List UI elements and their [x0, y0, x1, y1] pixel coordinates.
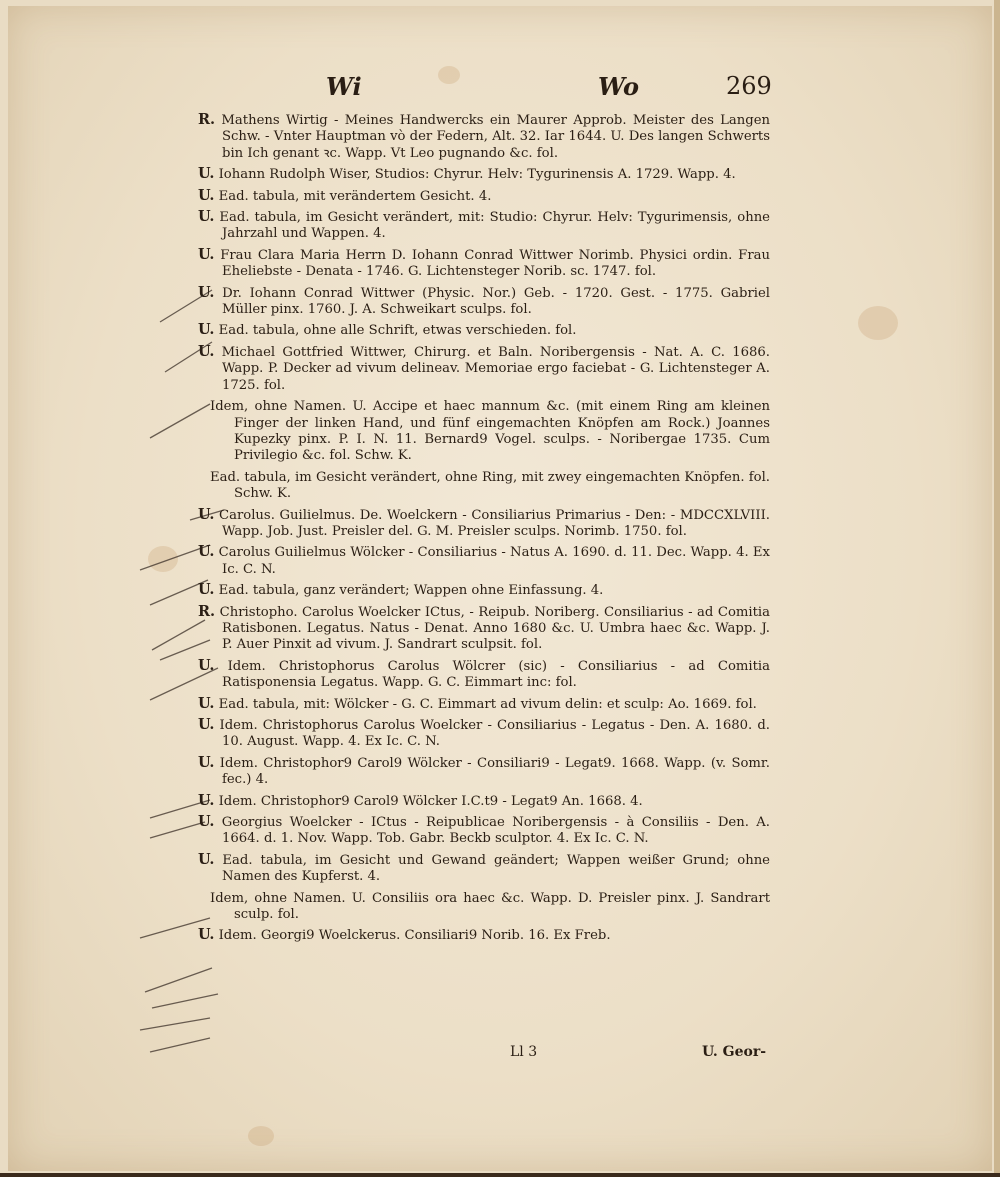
- entry-text: Carolus Guilielmus Wölcker - Consiliarius - Natus A. 1690. d. 11. Dec. Wapp. 4. Ex Ic. C. N.: [218, 545, 770, 577]
- entry-mark: U.: [198, 208, 215, 226]
- entry-mark: U.: [198, 656, 215, 674]
- entry-mark: U.: [198, 791, 215, 809]
- catalog-entry: [198, 755, 770, 789]
- entry-mark: U.: [198, 342, 215, 360]
- catalog-entry: [198, 507, 770, 541]
- catalog-entry: [198, 544, 770, 578]
- entry-text: Ead. tabula, im Gesicht und Gewand geändert; Wappen weißer Grund; ohne Namen des Kupferst. 4.: [222, 852, 770, 885]
- catalog-entry: [198, 696, 770, 713]
- entry-text: Idem. Christophor9 Carol9 Wölcker I.C.t9 - Legat9 An. 1668. 4.: [218, 793, 643, 809]
- page-footer: [0, 1044, 1000, 1064]
- entry-mark: U.: [198, 850, 215, 868]
- entry-mark: U.: [198, 165, 215, 183]
- entry-mark: U.: [198, 186, 215, 204]
- entry-mark: U.: [198, 543, 215, 561]
- entry-text: Idem, ohne Namen. U. Consiliis ora haec &c. Wapp. D. Preisler pinx. J. Sandrart sculp. fol.: [210, 890, 770, 923]
- catalog-entry: [198, 344, 770, 394]
- entry-mark: U.: [198, 505, 215, 523]
- entry-mark: U.: [198, 245, 215, 263]
- page-number: 269: [726, 72, 772, 100]
- entry-text: Ead. tabula, ganz verändert; Wappen ohne Einfassung. 4.: [218, 583, 604, 599]
- catalog-entry: [198, 398, 770, 465]
- entry-text: Idem. Georgi9 Woelckerus. Consiliari9 Norib. 16. Ex Freb.: [218, 928, 611, 944]
- catalog-entry: [198, 188, 770, 205]
- header-left: Wi: [326, 72, 362, 101]
- entry-text: Frau Clara Maria Herrn D. Iohann Conrad Wittwer Norimb. Physici ordin. Frau Eheliebste - Denata - 1746. G. Lichtensteger Norib. sc. 1747. fol.: [220, 247, 770, 280]
- catalog-entry: [198, 658, 770, 692]
- entry-text: Ead. tabula, ohne alle Schrift, etwas verschieden. fol.: [218, 323, 577, 339]
- signature-mark: Ll 3: [510, 1044, 538, 1060]
- entry-text: Michael Gottfried Wittwer, Chirurg. et Baln. Noribergensis - Nat. A. C. 1686. Wapp. P. Decker ad vivum delineav. Memoriae ergo faciebat - G. Lichtensteger A. 1725. fol.: [221, 344, 770, 393]
- entry-text: Carolus. Guilielmus. De. Woelckern - Consiliarius Primarius - Den: - MDCCXLVIII. Wapp. Job. Just. Preisler del. G. M. Preisler sculps. Norimb. 1750. fol.: [219, 507, 770, 539]
- catalog-entry: [198, 469, 770, 503]
- entry-text: Georgius Woelcker - ICtus - Reipublicae Noribergensis - à Consiliis - Den. A. 1664. d. 1. Nov. Wapp. Tob. Gabr. Beckb sculptor. 4. Ex Ic. C. N.: [221, 815, 770, 847]
- entry-mark: U.: [198, 813, 215, 831]
- catalog-entry: [198, 582, 770, 599]
- entry-text: Idem, ohne Namen. U. Accipe et haec mannum &c. (mit einem Ring am kleinen Finger der linken Hand, und fünf eingemachten Knöpfen am Rock.) Joannes Kupezky pinx. P. I. N. 11. Bernard9 Vogel. sculps. - Noribergae 1735. Cum Privilegio &c. fol. Schw. K.: [210, 399, 770, 464]
- catalog-entry: [198, 814, 770, 848]
- entry-text: Ead. tabula, im Gesicht verändert, mit: Studio: Chyrur. Helv: Tygurimensis, ohne Jahrzahl und Wappen. 4.: [219, 210, 770, 242]
- catalog-entries: [198, 112, 770, 949]
- catalog-entry: [198, 717, 770, 751]
- entry-mark: U.: [198, 716, 215, 733]
- entry-mark: U.: [198, 926, 215, 944]
- catchword: U. Geor-: [702, 1044, 767, 1060]
- catalog-entry: [198, 285, 770, 319]
- catalog-entry: [198, 209, 770, 243]
- header-right: Wo: [598, 72, 640, 101]
- entry-mark: U.: [198, 321, 215, 339]
- entry-mark: U.: [198, 283, 215, 301]
- catalog-entry: [198, 322, 770, 339]
- entry-mark: U.: [198, 694, 215, 712]
- entry-text: Ead. tabula, im Gesicht verändert, ohne Ring, mit zwey eingemachten Knöpfen. fol. Schw. K.: [210, 469, 770, 502]
- entry-text: Idem. Christophorus Carolus Wölcrer (sic) - Consiliarius - ad Comitia Ratisponensia Legatus. Wapp. G. C. Eimmart inc: fol.: [222, 658, 770, 691]
- catalog-entry: [198, 927, 770, 944]
- entry-mark: U.: [198, 581, 215, 599]
- catalog-entry: [198, 604, 770, 654]
- catalog-entry: [198, 793, 770, 810]
- catalog-entry: [198, 112, 770, 162]
- entry-text: Iohann Rudolph Wiser, Studios: Chyrur. Helv: Tygurinensis A. 1729. Wapp. 4.: [218, 167, 736, 183]
- entry-text: Dr. Iohann Conrad Wittwer (Physic. Nor.) Geb. - 1720. Gest. - 1775. Gabriel Müller pinx. 1760. J. A. Schweikart sculps. fol.: [222, 285, 770, 318]
- entry-mark: R.: [198, 111, 216, 128]
- entry-text: Idem. Christophor9 Carol9 Wölcker - Consiliari9 - Legat9. 1668. Wapp. (v. Somr. fec.) 4.: [219, 755, 770, 788]
- entry-mark: R.: [198, 602, 216, 620]
- entry-text: Mathens Wirtig - Meines Handwercks ein Maurer Approb. Meister des Langen Schw. - Vnter Hauptman vò der Federn, Alt. 32. Iar 1644. U. Des langen Schwerts bin Ich genant ꝛc. Wapp. Vt Leo pugnando &c. fol.: [221, 113, 770, 161]
- entry-text: Ead. tabula, mit: Wölcker - G. C. Eimmart ad vivum delin: et sculp: Ao. 1669. fol.: [218, 696, 757, 712]
- entry-text: Idem. Christophorus Carolus Woelcker - Consiliarius - Legatus - Den. A. 1680. d. 10. August. Wapp. 4. Ex Ic. C. N.: [219, 718, 770, 750]
- catalog-entry: [198, 166, 770, 183]
- entry-text: Christopho. Carolus Woelcker ICtus, - Reipub. Noriberg. Consiliarius - ad Comitia Ratisbonen. Legatus. Natus - Denat. Anno 1680 &c. U. Umbra haec &c. Wapp. J. P. Auer Pinxit ad vivum. J. Sandrart sculpsit. fol.: [219, 604, 770, 653]
- catalog-entry: [198, 890, 770, 924]
- catalog-entry: [198, 247, 770, 281]
- catalog-entry: [198, 852, 770, 886]
- entry-text: Ead. tabula, mit verändertem Gesicht. 4.: [218, 188, 492, 204]
- entry-mark: U.: [198, 753, 215, 771]
